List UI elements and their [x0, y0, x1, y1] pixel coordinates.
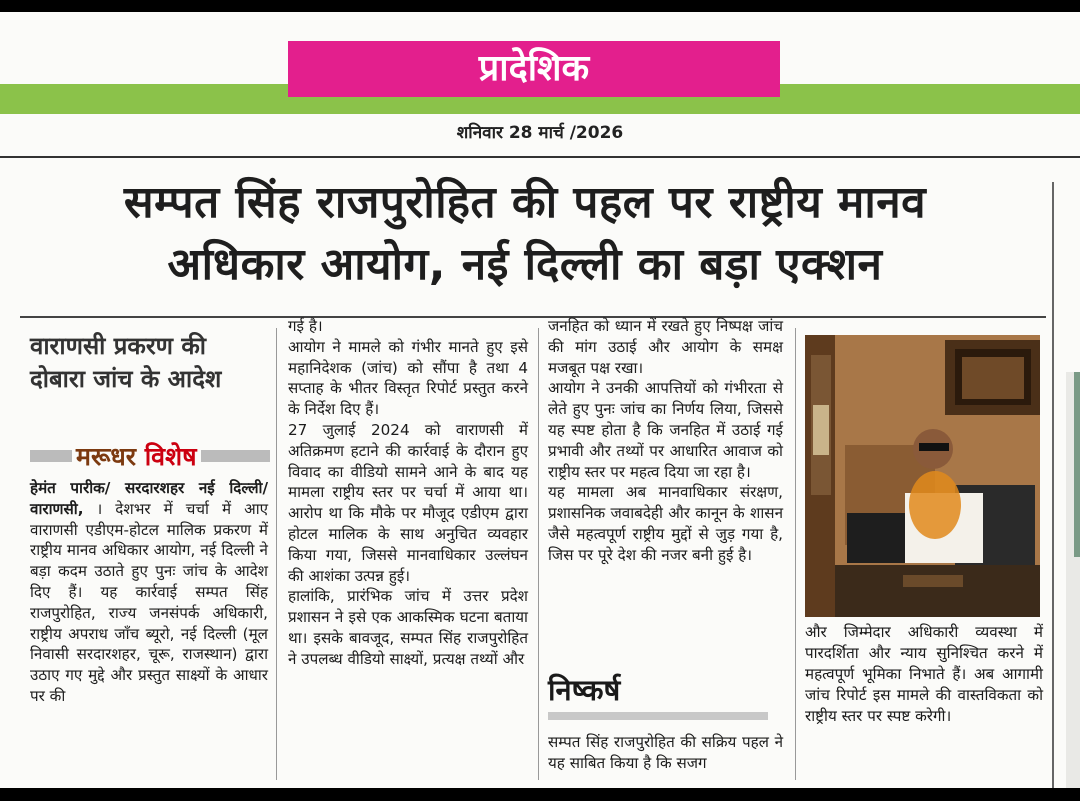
paragraph: । देशभर में चर्चा में आए वाराणसी एडीएम-होटल मालिक प्रकरण में राष्ट्रीय मानव अधिकार आयोग, नई दिल्ली ने बड़ा कदम उठाते हुए पुनः जांच के आदेश दिए हैं। यह कार्रवाई सम्पत सिंह राजपुरोहित, राज्य जनसंपर्क अधिकारी, राष्ट्रीय अपराध जाँच ब्यूरो, नई दिल्ली (मूल निवासी सरदारशहर, चूरू, राजस्थान) द्वारा उठाए गए मुद्दे और प्रस्तुत साक्ष्यों के आधार पर की — [30, 499, 268, 705]
headline — [20, 172, 1030, 296]
subheading-line-1: वाराणसी प्रकरण की — [30, 332, 206, 360]
article-column-1 — [30, 478, 268, 707]
paragraph: जनहित को ध्यान में रखते हुए निष्पक्ष जांच की मांग उठाई और आयोग के समक्ष मजबूत पक्ष रखा। — [548, 317, 783, 377]
paragraph: 27 जुलाई 2024 को वाराणसी में अतिक्रमण हटाने की कार्रवाई के दौरान हुए विवाद का वीडियो सामने आने के बाद यह मामला राष्ट्रीय स्तर पर चर्चा में आया था। आरोप था कि मौके पर मौजूद एडीएम द्वारा होटल मालिक के साथ अनुचित व्यवहार किया गया, जिससे मानवाधिकार उल्लंघन की आशंका उत्पन्न हुई। — [288, 420, 528, 585]
subheading — [30, 330, 260, 396]
article-column-3 — [548, 316, 783, 566]
adjacent-page-image — [1074, 372, 1080, 557]
column-rule — [276, 328, 277, 780]
byline-paragraph — [30, 478, 268, 707]
column-rule — [795, 328, 796, 780]
paragraph: यह मामला अब मानवाधिकार संरक्षण, प्रशासनिक जवाबदेही और कानून के शासन जैसे महत्वपूर्ण राष्ट्रीय मुद्दों से जुड़ गया है, जिस पर पूरे देश की नजर बनी हुई है। — [548, 483, 783, 564]
tag-text — [72, 440, 201, 474]
divider — [20, 316, 1046, 318]
newspaper-page — [0, 12, 1080, 788]
conclusion-heading: निष्कर्ष — [548, 673, 621, 707]
paragraph: हालांकि, प्रारंभिक जांच में उत्तर प्रदेश प्रशासन ने इसे एक आकस्मिक घटना बताया था। इसके बावजूद, सम्पत सिंह राजपुरोहित ने उपलब्ध वीडियो साक्ष्यों, प्रत्यक्ष तथ्यों और — [288, 587, 528, 668]
conclusion-bar — [548, 712, 768, 720]
officer-at-desk-photo — [805, 335, 1040, 617]
tag-word-2: विशेष — [144, 442, 197, 471]
column-rule — [538, 328, 539, 780]
article-photo — [805, 335, 1040, 617]
photo-caption: और जिम्मेदार अधिकारी व्यवस्था में पारदर्शिता और न्याय सुनिश्चित करने में महत्वपूर्ण भूमिका निभाते हैं। अब आगामी जांच रिपोर्ट इस मामले की वास्तविकता को राष्ट्रीय स्तर पर स्पष्ट करेगी। — [805, 623, 1043, 725]
tag-word-1: मरूधर — [76, 442, 136, 471]
subheading-line-2: दोबारा जांच के आदेश — [30, 365, 222, 393]
section-label: प्रादेशिक — [288, 41, 780, 97]
paragraph: आयोग ने उनकी आपत्तियों को गंभीरता से लेते हुए पुनः जांच का निर्णय लिया, जिससे यह स्पष्ट होता है कि जनहित में उठाई गई प्रभावी और तथ्यों पर आधारित आवाज को राष्ट्रीय स्तर पर महत्व दिया जा रहा है। — [548, 379, 783, 481]
byline: हेमंत पारीक/ सरदारशहर नई दिल्ली/वाराणसी, — [30, 479, 268, 518]
conclusion-text: सम्पत सिंह राजपुरोहित की सक्रिय पहल ने यह साबित किया है कि सजग — [548, 733, 783, 772]
paragraph: आयोग ने मामले को गंभीर मानते हुए इसे महानिदेशक (जांच) को सौंपा है तथा 4 सप्ताह के भीतर विस्तृत रिपोर्ट प्रस्तुत करने के निर्देश दिए हैं। — [288, 337, 528, 419]
section-tag — [30, 440, 270, 474]
article-column-2 — [288, 316, 528, 670]
dateline: शनिवार 28 मार्च /2026 — [456, 123, 624, 143]
headline-line-1: सम्पत सिंह राजपुरोहित की पहल पर राष्ट्रीय मानव — [123, 177, 927, 228]
conclusion — [548, 672, 783, 774]
column-rule — [1052, 182, 1054, 788]
paragraph: गई है। — [288, 317, 323, 335]
divider — [0, 156, 1080, 158]
headline-line-2: अधिकार आयोग, नई दिल्ली का बड़ा एक्शन — [167, 239, 883, 290]
